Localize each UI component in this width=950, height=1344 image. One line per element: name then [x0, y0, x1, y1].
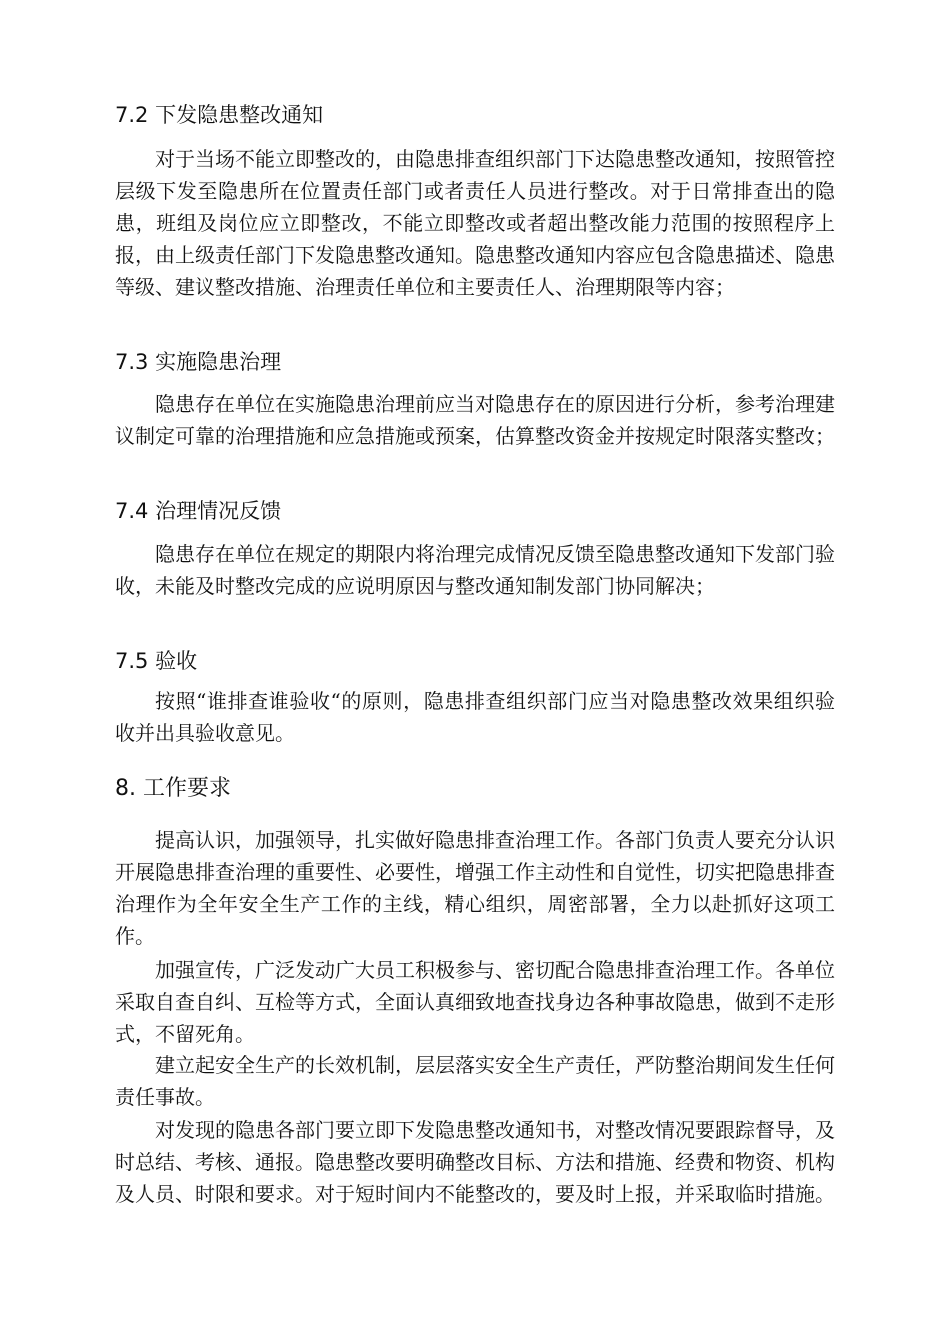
- section-7-5-heading: 7.5 验收: [115, 649, 198, 673]
- section-8-paragraph-4: 对发现的隐患各部门要立即下发隐患整改通知书，对整改情况要跟踪督导，及时总结、考核、通报。隐患整改要明确整改目标、方法和措施、经费和物资、机构及人员、时限和要求。对于短时间内不能整改的，要及时上报，并采取临时措施。: [115, 1118, 835, 1206]
- section-8-paragraph-1: 提高认识，加强领导，扎实做好隐患排查治理工作。各部门负责人要充分认识开展隐患排查治理的重要性、必要性，增强工作主动性和自觉性，切实把隐患排查治理作为全年安全生产工作的主线，精心组织，周密部署，全力以赴抓好这项工作。: [115, 828, 835, 948]
- section-7-5-body: 按照“谁排查谁验收“的原则，隐患排查组织部门应当对隐患整改效果组织验收并出具验收意见。: [115, 689, 835, 745]
- section-8-heading: 8. 工作要求: [115, 776, 231, 801]
- section-8-paragraph-3: 建立起安全生产的长效机制，层层落实安全生产责任，严防整治期间发生任何责任事故。: [115, 1053, 835, 1109]
- section-7-3-heading: 7.3 实施隐患治理: [115, 350, 282, 374]
- section-7-2-body: 对于当场不能立即整改的，由隐患排查组织部门下达隐患整改通知，按照管控层级下发至隐患所在位置责任部门或者责任人员进行整改。对于日常排查出的隐患，班组及岗位应立即整改，不能立即整改或者超出整改能力范围的按照程序上报，由上级责任部门下发隐患整改通知。隐患整改通知内容应包含隐患描述、隐患等级、建议整改措施、治理责任单位和主要责任人、治理期限等内容；: [115, 147, 835, 299]
- section-7-2-heading: 7.2 下发隐患整改通知: [115, 103, 324, 127]
- section-7-4-heading: 7.4 治理情况反馈: [115, 499, 282, 523]
- section-8-paragraph-2: 加强宣传，广泛发动广大员工积极参与、密切配合隐患排查治理工作。各单位采取自查自纠、互检等方式，全面认真细致地查找身边各种事故隐患，做到不走形式，不留死角。: [115, 958, 835, 1046]
- section-7-3-body: 隐患存在单位在实施隐患治理前应当对隐患存在的原因进行分析，参考治理建议制定可靠的治理措施和应急措施或预案，估算整改资金并按规定时限落实整改；: [115, 392, 835, 448]
- section-7-4-body: 隐患存在单位在规定的期限内将治理完成情况反馈至隐患整改通知下发部门验收，未能及时整改完成的应说明原因与整改通知制发部门协同解决；: [115, 542, 835, 598]
